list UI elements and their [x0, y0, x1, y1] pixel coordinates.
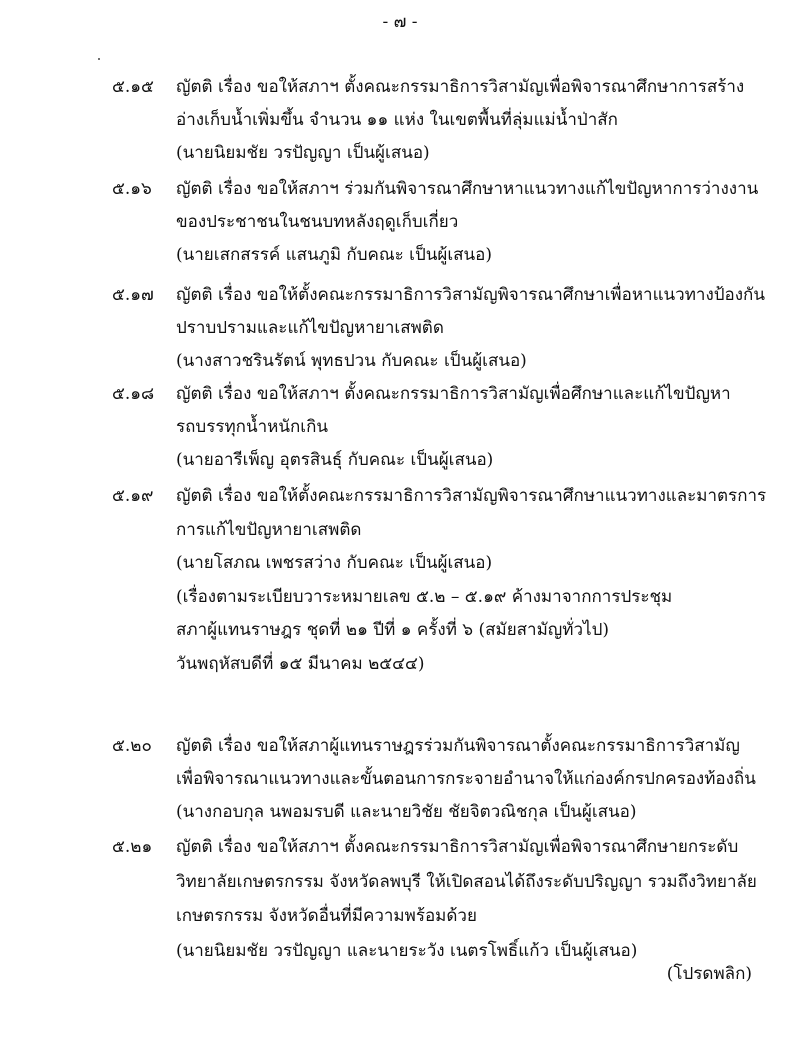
agenda-item-title: ญัตติ เรื่อง ขอให้สภาฯ ร่วมกันพิจารณาศึกษาหาแนวทางแก้ไขปัญหาการว่างงาน [176, 179, 759, 199]
agenda-item-line: ปราบปรามและแก้ไขปัญหายาเสพติด [176, 318, 444, 338]
agenda-item-number: ๕.๑๙ [112, 486, 154, 506]
agenda-item-title: ญัตติ เรื่อง ขอให้ตั้งคณะกรรมาธิการวิสามัญพิจารณาศึกษาแนวทางและมาตรการ [176, 486, 767, 506]
agenda-item-title: ญัตติ เรื่อง ขอให้สภาฯ ตั้งคณะกรรมาธิการวิสามัญเพื่อพิจารณาศึกษาการสร้าง [176, 77, 745, 97]
agenda-item-line: เกษตรกรรม จังหวัดอื่นที่มีความพร้อมด้วย [176, 906, 477, 926]
agenda-item-line: (นายนิยมชัย วรปัญญา เป็นผู้เสนอ) [176, 143, 430, 163]
agenda-item-number: ๕.๒๑ [112, 837, 153, 857]
agenda-item-line: (เรื่องตามระเบียบวาระหมายเลข ๕.๒ – ๕.๑๙ ค้างมาจากการประชุม [176, 586, 673, 607]
agenda-item-number: ๕.๒๐ [112, 736, 152, 756]
turn-over-note: (โปรดพลิก) [666, 964, 752, 984]
agenda-item-line: (นายเสกสรรค์ แสนภูมิ กับคณะ เป็นผู้เสนอ) [176, 245, 493, 265]
agenda-item-title: ญัตติ เรื่อง ขอให้สภาฯ ตั้งคณะกรรมาธิการวิสามัญเพื่อศึกษาและแก้ไขปัญหา [176, 384, 731, 404]
agenda-item-line: (นางกอบกุล นพอมรบดี และนายวิชัย ชัยจิตวณิชกุล เป็นผู้เสนอ) [176, 802, 637, 822]
agenda-item-line: เพื่อพิจารณาแนวทางและขั้นตอนการกระจายอำนาจให้แก่องค์กรปกครองท้องถิ่น [176, 769, 756, 789]
agenda-item-title: ญัตติ เรื่อง ขอให้สภาผู้แทนราษฎรร่วมกันพิจารณาตั้งคณะกรรมาธิการวิสามัญ [176, 736, 740, 756]
agenda-item-line: (นายอารีเพ็ญ อุตรสินธุ์ กับคณะ เป็นผู้เสนอ) [176, 450, 494, 470]
agenda-item-number: ๕.๑๕ [112, 77, 154, 97]
agenda-item-line: อ่างเก็บน้ำเพิ่มขึ้น จำนวน ๑๑ แห่ง ในเขตพื้นที่ลุ่มแม่น้ำป่าสัก [176, 110, 618, 130]
agenda-item-number: ๕.๑๗ [112, 285, 154, 305]
agenda-item-title: ญัตติ เรื่อง ขอให้สภาฯ ตั้งคณะกรรมาธิการวิสามัญเพื่อพิจารณาศึกษายกระดับ [176, 837, 739, 857]
agenda-item-line: วันพฤหัสบดีที่ ๑๕ มีนาคม ๒๕๔๔) [176, 654, 425, 674]
agenda-item-line: การแก้ไขปัญหายาเสพติด [176, 519, 362, 540]
agenda-item-number: ๕.๑๘ [112, 384, 155, 404]
agenda-item-title: ญัตติ เรื่อง ขอให้ตั้งคณะกรรมาธิการวิสามัญพิจารณาศึกษาเพื่อหาแนวทางป้องกัน [176, 285, 765, 305]
agenda-item-line: สภาผู้แทนราษฎร ชุดที่ ๒๑ ปีที่ ๑ ครั้งที่ ๖ (สมัยสามัญทั่วไป) [176, 620, 610, 641]
agenda-item-line: (นายโสภณ เพชรสว่าง กับคณะ เป็นผู้เสนอ) [176, 553, 493, 574]
agenda-item-line: (นายนิยมชัย วรปัญญา และนายระวัง เนตรโพธิ์แก้ว เป็นผู้เสนอ) [176, 940, 638, 961]
agenda-item-line: (นางสาวชรินรัตน์ พุทธปวน กับคณะ เป็นผู้เสนอ) [176, 351, 527, 371]
agenda-item-number: ๕.๑๖ [112, 179, 152, 199]
scan-speck [98, 58, 100, 60]
page-number: - ๗ - [382, 12, 418, 32]
agenda-item-line: ของประชาชนในชนบทหลังฤดูเก็บเกี่ยว [176, 212, 459, 232]
agenda-item-line: วิทยาลัยเกษตรกรรม จังหวัดลพบุรี ให้เปิดสอนได้ถึงระดับปริญญา รวมถึงวิทยาลัย [176, 871, 757, 892]
agenda-item-line: รถบรรทุกน้ำหนักเกิน [176, 417, 328, 437]
